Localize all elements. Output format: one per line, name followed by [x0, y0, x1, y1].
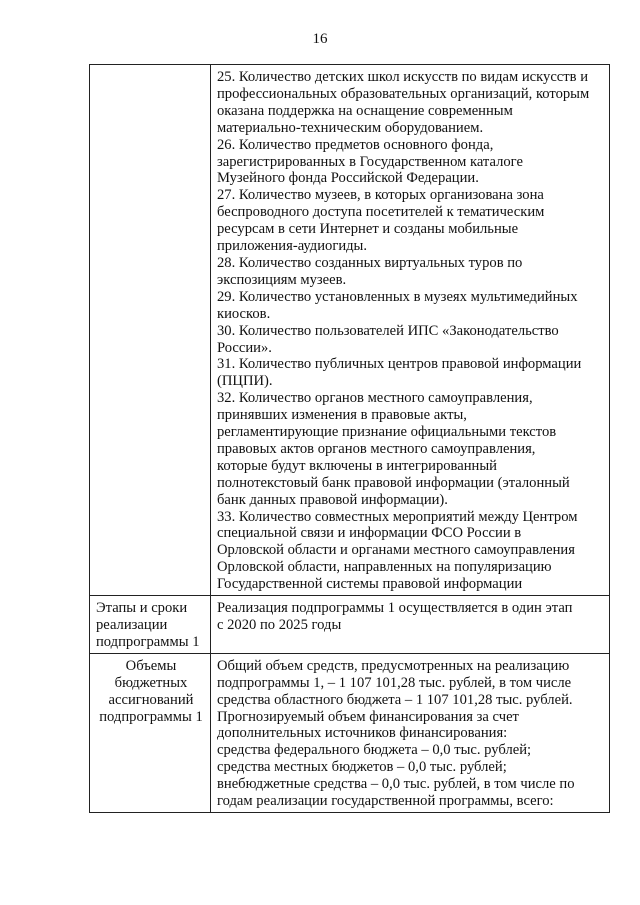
text-line: с 2020 по 2025 годы: [217, 617, 342, 633]
text-line: России».: [217, 339, 272, 356]
text-line: Орловской области и органами местного самоуправления: [217, 542, 575, 559]
text-line: (ПЦПИ).: [217, 373, 273, 390]
stages-text-cell: [211, 596, 610, 654]
text-line: банк данных правовой информации).: [217, 491, 448, 508]
text-line: беспроводного доступа посетителей к тематическим: [217, 204, 545, 221]
funding-label-cell: [90, 653, 211, 812]
empty-label-cell: [90, 65, 211, 596]
text-line: Музейного фонда Российской Федерации.: [217, 170, 479, 187]
page-number: 16: [312, 31, 328, 47]
text-line: приложения-аудиогиды.: [217, 238, 368, 255]
text-line: 28. Количество созданных виртуальных туров по: [217, 254, 523, 271]
text-line: экспозициям музеев.: [217, 271, 347, 288]
text-line: киосков.: [217, 305, 271, 322]
label-line: подпрограммы 1: [99, 708, 203, 725]
text-line: внебюджетные средства – 0,0 тыс. рублей, в том числе по: [217, 776, 575, 793]
label-line: Объемы: [125, 657, 177, 674]
indicator-item: [217, 289, 605, 323]
indicator-item: [217, 187, 605, 255]
text-line: Орловской области, направленных на популяризацию: [217, 559, 552, 576]
text-line: профессиональных образовательных организаций, которым: [217, 85, 590, 102]
label-line: реализации: [96, 617, 168, 633]
table-row: [90, 596, 610, 654]
subprogram-passport-table: [89, 64, 610, 813]
indicator-item: [217, 255, 605, 289]
indicator-item: [217, 509, 605, 594]
text-line: 25. Количество детских школ искусств по видам искусств и: [217, 69, 588, 85]
text-line: Реализация подпрограммы 1 осуществляется в один этап: [217, 600, 573, 617]
label-line: ассигнований: [108, 691, 194, 708]
text-line: Государственной системы правовой информации: [217, 576, 523, 593]
text-line: Прогнозируемый объем финансирования за счет: [217, 708, 519, 725]
text-line: дополнительных источников финансирования:: [217, 725, 508, 742]
indicator-item: [217, 69, 605, 137]
table-row: [90, 65, 610, 596]
text-line: принявших изменения в правовые акты,: [217, 407, 467, 424]
stages-label-cell: [90, 596, 211, 654]
indicators-cell: [211, 65, 610, 596]
text-line: 26. Количество предметов основного фонда,: [217, 136, 494, 153]
text-line: 31. Количество публичных центров правовой информации: [217, 356, 582, 373]
text-line: 32. Количество органов местного самоуправления,: [217, 390, 533, 407]
text-line: средства областного бюджета – 1 107 101,28 тыс. рублей.: [217, 691, 573, 708]
text-line: материально-техническим оборудованием.: [217, 119, 484, 136]
text-line: полнотекстовый банк правовой информации (эталонный: [217, 474, 570, 491]
indicator-item: [217, 390, 605, 508]
indicator-item: [217, 323, 605, 357]
funding-text-cell: [211, 653, 610, 812]
text-line: 30. Количество пользователей ИПС «Законодательство: [217, 322, 559, 339]
text-line: зарегистрированных в Государственном каталоге: [217, 153, 523, 170]
text-line: годам реализации государственной программы, всего:: [217, 793, 554, 810]
label-line: бюджетных: [114, 674, 188, 691]
indicator-item: [217, 137, 605, 188]
label-line: подпрограммы 1: [96, 633, 200, 650]
table-row: [90, 653, 610, 812]
text-line: Общий объем средств, предусмотренных на реализацию: [217, 657, 570, 674]
text-line: оказана поддержка на оснащение современным: [217, 102, 513, 119]
indicator-item: [217, 356, 605, 390]
text-line: 29. Количество установленных в музеях мультимедийных: [217, 288, 578, 305]
text-line: правовых актов органов местного самоуправления,: [217, 440, 536, 457]
text-line: ресурсам в сети Интернет и созданы мобильные: [217, 221, 519, 238]
label-line: Этапы и сроки: [96, 600, 188, 617]
text-line: средства местных бюджетов – 0,0 тыс. рублей;: [217, 759, 507, 776]
text-line: специальной связи и информации ФСО России в: [217, 525, 522, 542]
text-line: регламентирующие признание официальными текстов: [217, 424, 557, 441]
text-line: подпрограммы 1, – 1 107 101,28 тыс. рублей, в том числе: [217, 674, 572, 691]
text-line: которые будут включены в интегрированный: [217, 457, 497, 474]
text-line: средства федерального бюджета – 0,0 тыс. рублей;: [217, 742, 532, 759]
text-line: 33. Количество совместных мероприятий между Центром: [217, 508, 578, 525]
text-line: 27. Количество музеев, в которых организована зона: [217, 187, 544, 204]
